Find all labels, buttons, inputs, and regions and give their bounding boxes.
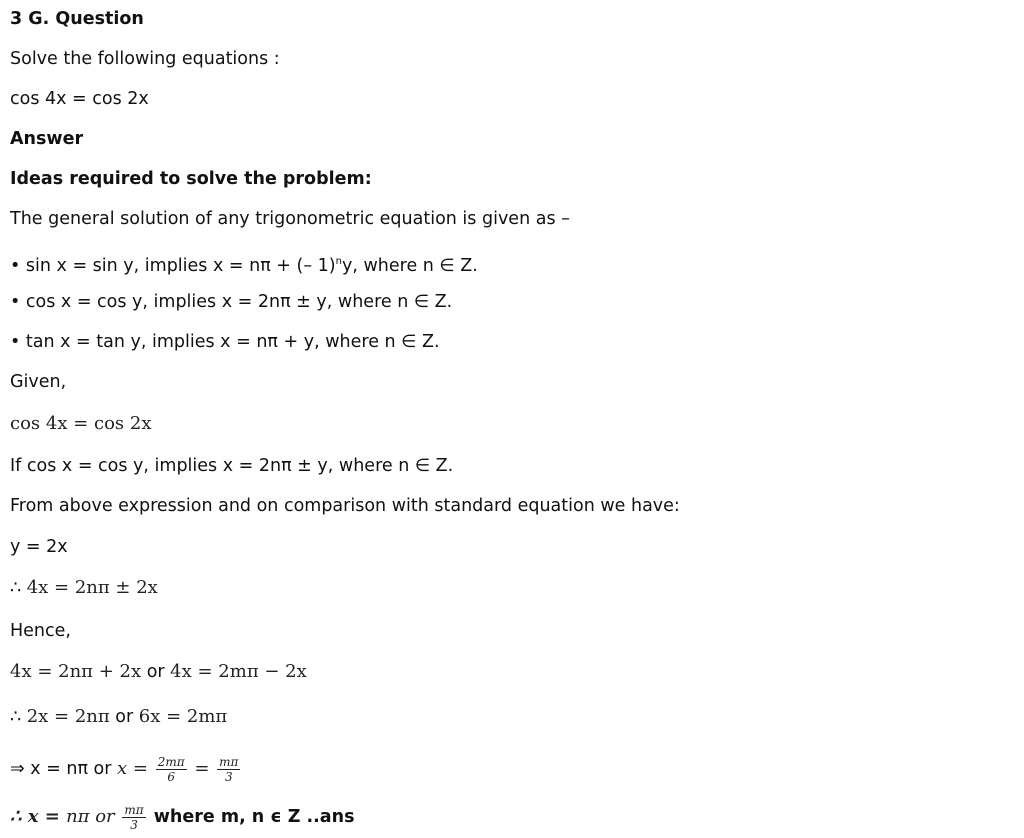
fraction-denominator: 3 bbox=[130, 817, 138, 832]
rule-cos: • cos x = cos y, implies x = 2nπ ± y, where n ∈ Z. bbox=[10, 292, 453, 312]
implies-line bbox=[10, 754, 242, 784]
therefore-line-1 bbox=[10, 577, 158, 599]
fraction-numerator: mπ bbox=[124, 802, 144, 817]
therefore-symbol: ∴ bbox=[10, 707, 27, 727]
fraction-2m-pi-over-6 bbox=[156, 755, 187, 784]
fraction-denominator: 3 bbox=[224, 769, 233, 784]
rule-sin-exponent: n bbox=[335, 256, 342, 267]
question-equation: cos 4x = cos 2x bbox=[10, 89, 149, 109]
implies-text: ⇒ x = nπ or bbox=[10, 759, 118, 779]
final-answer-suffix: where m, n ϵ Z ..ans bbox=[147, 807, 355, 827]
question-heading: 3 G. Question bbox=[10, 9, 144, 29]
final-n-pi-or: nπ or bbox=[66, 806, 121, 827]
case-1-equation: 4x = 2nπ + 2x bbox=[10, 661, 142, 682]
rule-sin-part-b: y, where n ∈ Z. bbox=[341, 255, 478, 276]
or-text: or bbox=[109, 707, 139, 727]
cases-line bbox=[10, 661, 307, 683]
fraction-numerator: 2mπ bbox=[157, 754, 185, 769]
equals-sign: = bbox=[188, 758, 216, 779]
hence-label: Hence, bbox=[10, 621, 71, 641]
therefore-line-2 bbox=[10, 706, 227, 728]
if-line: If cos x = cos y, implies x = 2nπ ± y, where n ∈ Z. bbox=[10, 456, 454, 476]
answer-heading: Answer bbox=[10, 129, 84, 149]
final-answer-line bbox=[10, 802, 355, 832]
rule-tan: • tan x = tan y, implies x = nπ + y, where n ∈ Z. bbox=[10, 332, 440, 352]
case-2-equation: 4x = 2mπ − 2x bbox=[170, 661, 307, 682]
fraction-denominator: 6 bbox=[167, 769, 175, 784]
fraction-m-pi-over-3 bbox=[217, 755, 240, 784]
rule-sin bbox=[10, 251, 478, 277]
implies-x-equals: x = bbox=[117, 758, 154, 779]
given-equation: cos 4x = cos 2x bbox=[10, 413, 152, 434]
fraction-numerator: mπ bbox=[219, 754, 239, 769]
ideas-heading: Ideas required to solve the problem: bbox=[10, 169, 372, 189]
therefore-2a-equation: 2x = 2nπ bbox=[26, 706, 110, 727]
question-instruction: Solve the following equations : bbox=[10, 49, 280, 69]
therefore-1-equation: 4x = 2nπ ± 2x bbox=[26, 577, 158, 598]
given-label: Given, bbox=[10, 372, 67, 392]
final-fraction bbox=[122, 803, 145, 832]
final-x-equals: ∴ x = bbox=[10, 806, 67, 827]
rule-sin-part-a: • sin x = sin y, implies x = nπ + (– 1) bbox=[10, 255, 336, 276]
or-text: or bbox=[141, 662, 171, 682]
therefore-symbol: ∴ bbox=[10, 578, 27, 598]
therefore-2b-equation: 6x = 2mπ bbox=[138, 706, 228, 727]
y-equation: y = 2x bbox=[10, 537, 68, 557]
comparison-text: From above expression and on comparison with standard equation we have: bbox=[10, 496, 680, 516]
intro-text: The general solution of any trigonometric equation is given as – bbox=[10, 209, 570, 229]
